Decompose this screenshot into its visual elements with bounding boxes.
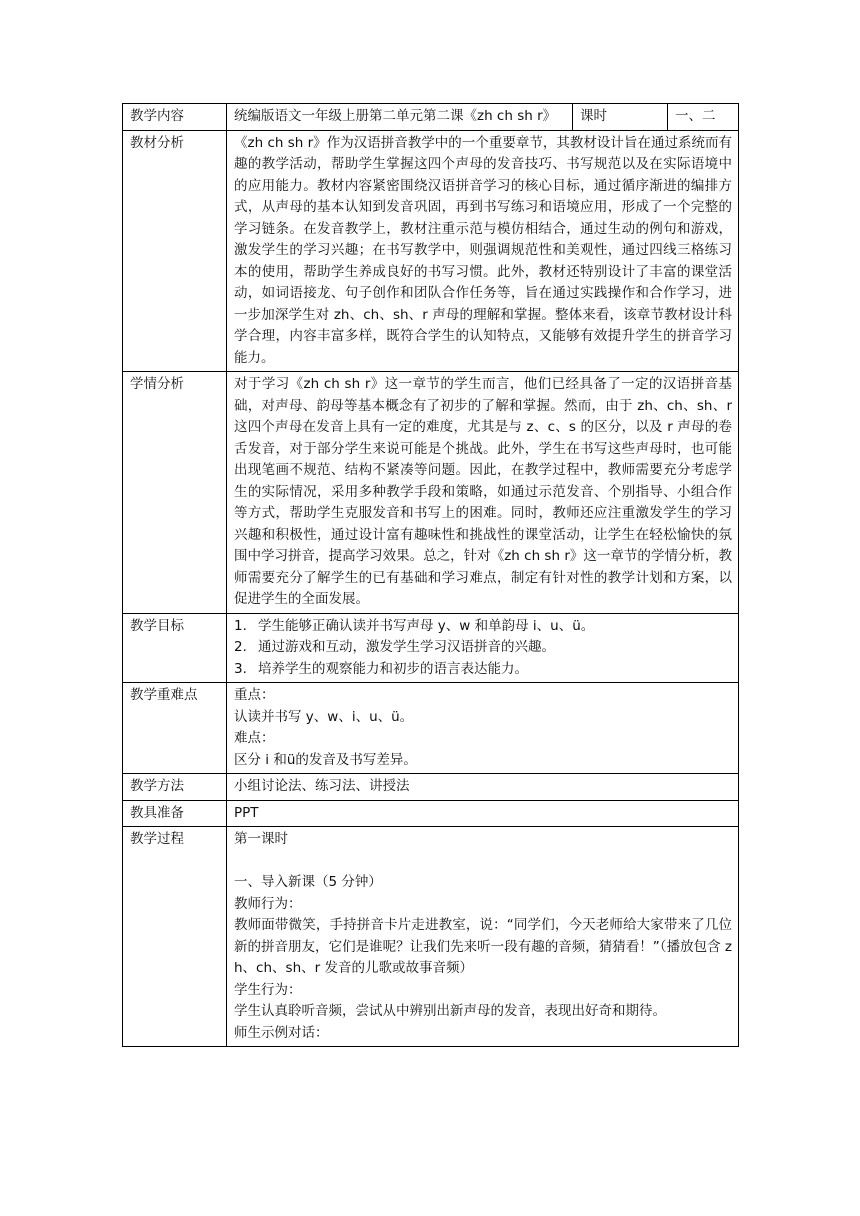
process-dialog-label: 师生示例对话： [234,1024,329,1041]
process-student-text: 学生认真聆听音频，尝试从中辨别出新声母的发音，表现出好奇和期待。 [234,1003,666,1019]
process-lesson: 第一课时 [234,831,288,847]
row-tools [123,800,739,827]
goal-text: 通过游戏和互动，激发学生学习汉语拼音的兴趣。 [258,639,555,655]
process-section: 一、导入新课（5 分钟） [234,874,382,890]
key-point-line: 区分 i 和ü的发音及书写差异。 [234,751,417,768]
key-point-line: 难点： [234,730,275,746]
value-methods: 小组讨论法、练习法、讲授法 [227,774,739,801]
blank-line [234,851,732,873]
label-process: 教学过程 [123,827,227,1047]
value-content: 统编版语文一年级上册第二单元第二课《zh ch sh r》 [227,104,573,131]
value-process [227,827,739,1047]
label-key-points: 教学重难点 [123,683,227,774]
process-student-label: 学生行为： [234,981,302,998]
row-content [123,104,739,131]
goal-text: 培养学生的观察能力和初步的语言表达能力。 [258,660,528,677]
label-content: 教学内容 [123,104,227,131]
goal-number: 1. [234,617,247,634]
goal-number: 2. [234,639,247,655]
value-period: 一、二 [668,104,739,131]
value-goals [227,613,739,683]
key-point-line: 重点： [234,687,275,703]
value-students: 对于学习《zh ch sh r》这一章节的学生而言，他们已经具备了一定的汉语拼音基础，对声母、韵母等基本概念有了初步的了解和掌握。然而，由于 zh、ch、sh、r 这四个声母在发音上具有一定的难度，尤其是与 z、c、s 的区分，以及 r 声母的卷舌发音，对于部分学生来说可能是个挑战。此外，学生在书写这些声母时，也可能出现笔画不规范、结构不紧凑等问题。因此，在教学过程中，教师需要充分考虑学生的实际情况，采用多种教学手段和策略，如通过示范发音、个别指导、小组合作等方式，帮助学生克服发音和书写上的困难。同时，教师还应注重激发学生的学习兴趣和积极性，通过设计富有趣味性和挑战性的课堂活动，让学生在轻松愉快的氛围中学习拼音，提高学习效果。总之，针对《zh ch sh r》这一章节的学情分析，教师需要充分了解学生的已有基础和学习难点，制定有针对性的教学计划和方案，以促进学生的全面发展。 [227,372,739,614]
label-period: 课时 [573,104,668,131]
label-textbook: 教材分析 [123,130,227,372]
lesson-plan-table [122,103,739,1047]
goal-number: 3. [234,660,247,677]
value-textbook: 《zh ch sh r》作为汉语拼音教学中的一个重要章节，其教材设计旨在通过系统而有趣的教学活动，帮助学生掌握这四个声母的发音技巧、书写规范以及在实际语境中的应用能力。教材内容紧密围绕汉语拼音学习的核心目标，通过循序渐进的编排方式，从声母的基本认知到发音巩固，再到书写练习和语境应用，形成了一个完整的学习链条。在发音教学上，教材注重示范与模仿相结合，通过生动的例句和游戏，激发学生的学习兴趣；在书写教学中，则强调规范性和美观性，通过四线三格练习本的使用，帮助学生养成良好的书写习惯。此外，教材还特别设计了丰富的课堂活动，如词语接龙、句子创作和团队合作任务等，旨在通过实践操作和合作学习，进一步加深学生对 zh、ch、sh、r 声母的理解和掌握。整体来看，该章节教材设计科学合理，内容丰富多样，既符合学生的认知特点，又能够有效提升学生的拼音学习能力。 [227,130,739,372]
row-students [123,372,739,614]
goal-item [234,616,732,638]
key-point-line: 认读并书写 y、w、i、u、ü。 [234,708,414,725]
process-teacher-text: 教师面带微笑，手持拼音卡片走进教室，说：“同学们，今天老师给大家带来了几位新的拼音朋友，它们是谁呢？让我们先来听一段有趣的音频，猜猜看！”（播放包含 zh、ch、sh、r 发音的儿歌或故事音频） [234,917,732,976]
goal-item [234,637,732,659]
row-key-points [123,683,739,774]
row-process [123,827,739,1047]
process-teacher-label: 教师行为： [234,895,302,912]
goal-text: 学生能够正确认读并书写声母 y、w 和单韵母 i、u、ü。 [258,617,595,634]
label-methods: 教学方法 [123,774,227,801]
label-tools: 教具准备 [123,800,227,827]
label-goals: 教学目标 [123,613,227,683]
row-textbook [123,130,739,372]
value-tools: PPT [227,800,739,827]
label-students: 学情分析 [123,372,227,614]
row-goals [123,613,739,683]
goal-item [234,659,732,681]
value-key-points [227,683,739,774]
row-methods [123,774,739,801]
